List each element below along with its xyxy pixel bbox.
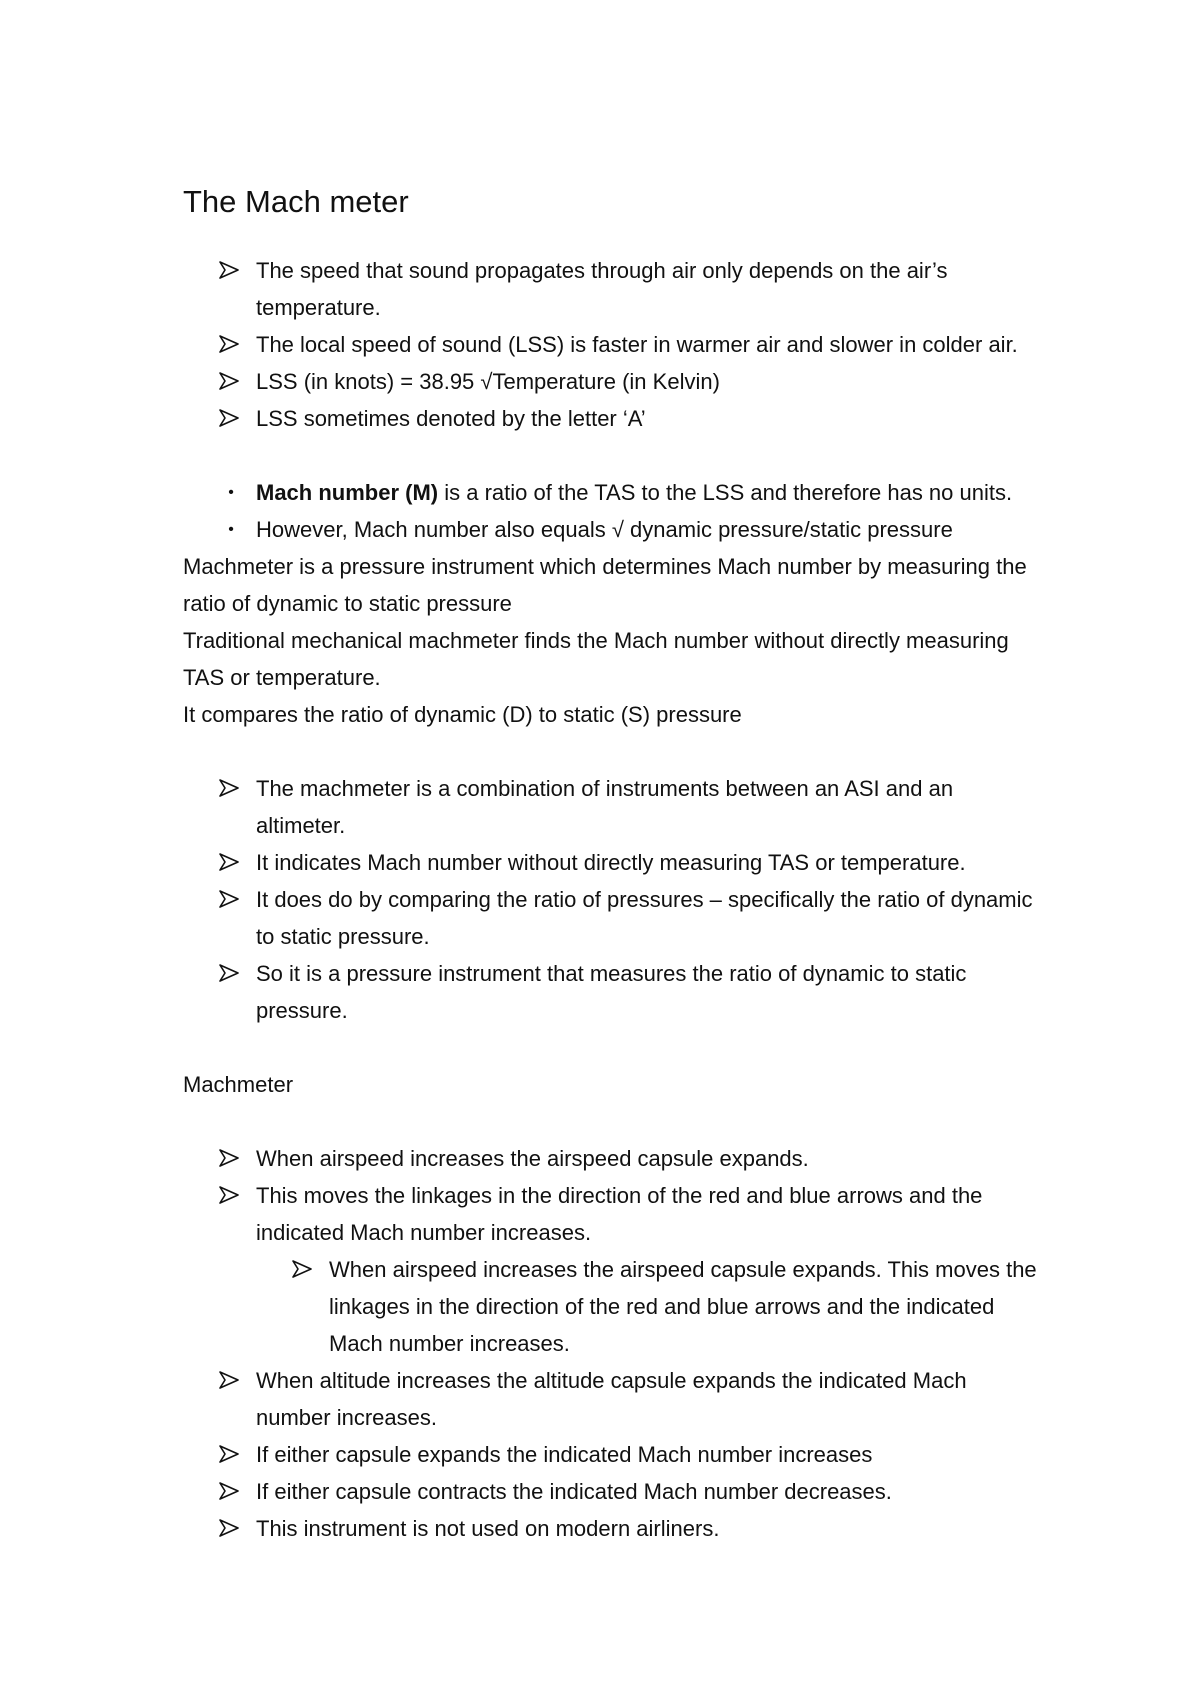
list-item [183, 844, 1043, 881]
list-item-text: If either capsule expands the indicated Mach number increases [256, 1442, 873, 1467]
arrow-bullet-icon [219, 881, 243, 908]
list-item [183, 1510, 1043, 1547]
paragraph: Traditional mechanical machmeter finds the Mach number without directly measuring TAS or temperature. [183, 628, 1009, 690]
list-item [183, 1436, 1043, 1473]
arrow-bullet-icon [219, 363, 243, 390]
list-item-text: So it is a pressure instrument that measures the ratio of dynamic to static pressure. [256, 961, 967, 1023]
list-item [183, 511, 1043, 548]
list-item [183, 1362, 1043, 1436]
machmeter-operation-list [183, 1140, 1043, 1547]
paragraph: Machmeter is a pressure instrument which determines Mach number by measuring the ratio of dynamic to static pressure [183, 554, 1027, 616]
list-item-text: When airspeed increases the airspeed capsule expands. This moves the linkages in the direction of the red and blue arrows and the indicated Mach number increases. [329, 1257, 1037, 1356]
list-item [183, 770, 1043, 844]
arrow-bullet-icon [219, 326, 243, 353]
paragraph: It compares the ratio of dynamic (D) to static (S) pressure [183, 702, 742, 727]
list-item-text: The speed that sound propagates through air only depends on the air’s temperature. [256, 258, 948, 320]
arrow-bullet-icon [219, 400, 243, 427]
list-item-text: The machmeter is a combination of instruments between an ASI and an altimeter. [256, 776, 954, 838]
list-item-text: is a ratio of the TAS to the LSS and therefore has no units. [438, 480, 1013, 505]
list-item-text: When airspeed increases the airspeed capsule expands. [256, 1146, 809, 1171]
arrow-bullet-icon [219, 1510, 243, 1537]
spacer [183, 437, 1043, 474]
document-body [183, 180, 1043, 1547]
machmeter-description-list [183, 770, 1043, 1029]
list-item-text: LSS sometimes denoted by the letter ‘A’ [256, 406, 646, 431]
spacer [183, 1103, 1043, 1140]
spacer [183, 733, 1043, 770]
arrow-bullet-icon [219, 252, 243, 279]
list-item-text: If either capsule contracts the indicated Mach number decreases. [256, 1479, 892, 1504]
dot-bullet-icon: • [228, 521, 234, 538]
list-item [183, 881, 1043, 955]
arrow-bullet-icon [219, 1473, 243, 1500]
list-item-text: The local speed of sound (LSS) is faster in warmer air and slower in colder air. [256, 332, 1018, 357]
page-title: The Mach meter [183, 184, 409, 219]
list-item [183, 363, 1043, 400]
list-item [183, 326, 1043, 363]
list-item [183, 1473, 1043, 1510]
list-item-text: It indicates Mach number without directly measuring TAS or temperature. [256, 850, 966, 875]
spacer [183, 1029, 1043, 1066]
list-item-text: This instrument is not used on modern airliners. [256, 1516, 720, 1541]
arrow-bullet-icon [219, 1177, 243, 1204]
list-item [183, 252, 1043, 326]
list-item-text: This moves the linkages in the direction of the red and blue arrows and the indicated Mach number increases. [256, 1183, 983, 1245]
arrow-bullet-icon [219, 1436, 243, 1463]
dot-bullet-icon: • [228, 484, 234, 501]
arrow-bullet-icon [219, 955, 243, 982]
list-item-text: LSS (in knots) = 38.95 √Temperature (in Kelvin) [256, 369, 720, 394]
list-item-text: When altitude increases the altitude capsule expands the indicated Mach number increases. [256, 1368, 967, 1430]
speed-of-sound-list [183, 252, 1043, 437]
list-item-text: However, Mach number also equals √ dynamic pressure/static pressure [256, 517, 953, 542]
arrow-bullet-icon [219, 770, 243, 797]
arrow-bullet-icon [219, 844, 243, 871]
arrow-bullet-icon [219, 1140, 243, 1167]
arrow-bullet-icon [219, 1362, 243, 1389]
list-item-text: It does do by comparing the ratio of pressures – specifically the ratio of dynamic to static pressure. [256, 887, 1033, 949]
mach-number-bullets [183, 474, 1043, 548]
list-item [183, 474, 1043, 511]
sub-list-item [183, 1251, 1043, 1362]
arrow-bullet-icon [292, 1251, 316, 1278]
list-item [183, 400, 1043, 437]
list-item [183, 1140, 1043, 1177]
list-item [183, 1177, 1043, 1251]
mach-number-term: Mach number (M) [256, 480, 439, 505]
list-item [183, 955, 1043, 1029]
section-heading: Machmeter [183, 1072, 294, 1097]
